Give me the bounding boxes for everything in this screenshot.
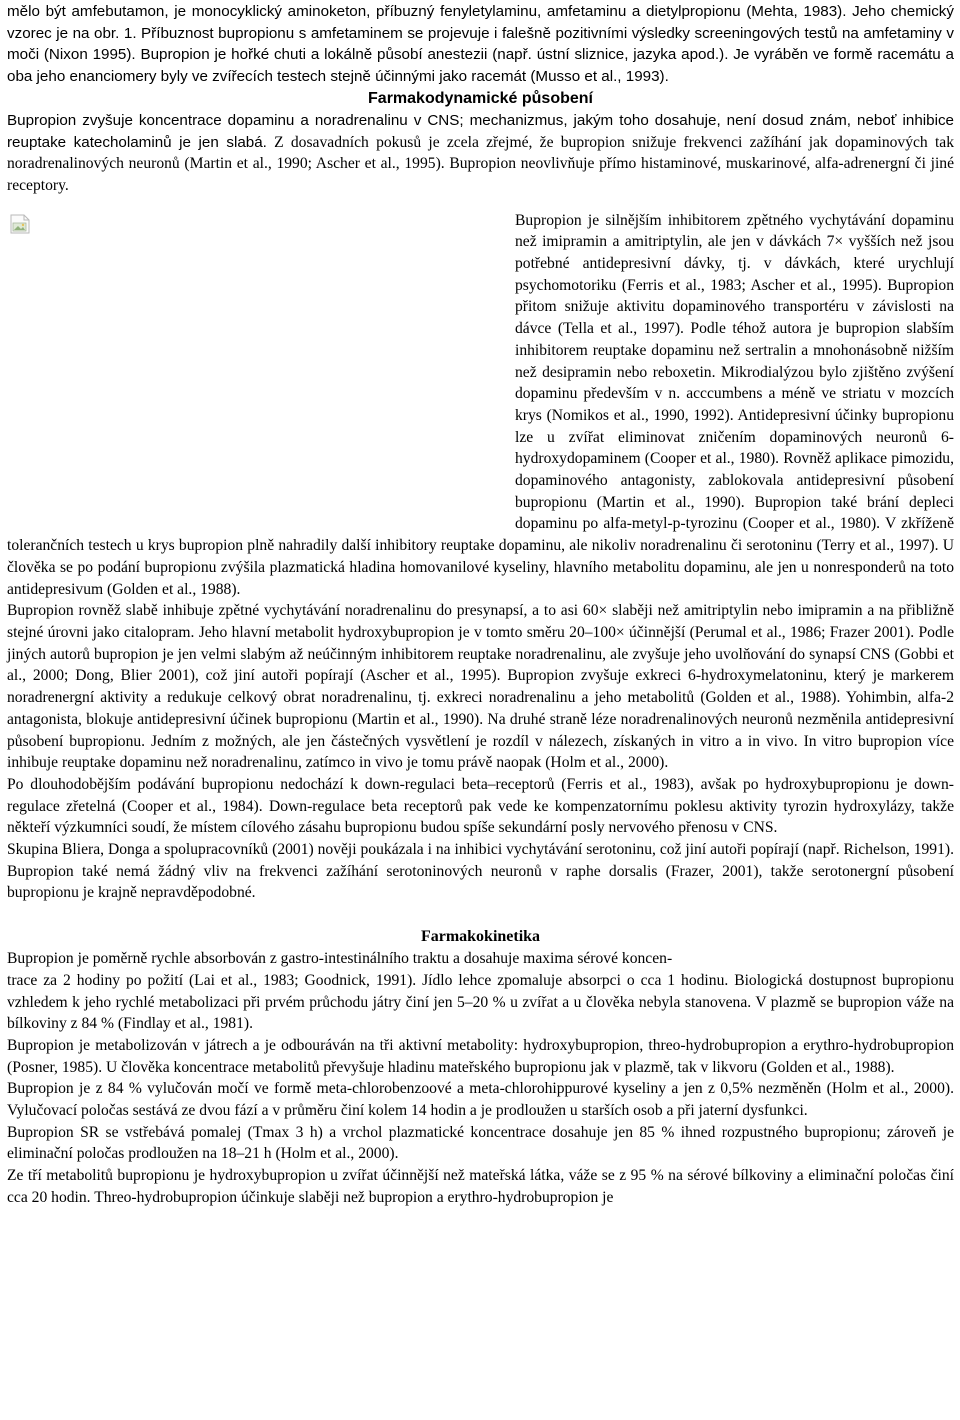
pharmacodynamics-paragraph-1 bbox=[7, 110, 954, 197]
pharmacodynamics-paragraph-3: Bupropion rovněž slabě inhibuje zpětné vychytávání noradrenalinu do presynapsí, a to asi 60× slaběji než amitriptylin nebo imipramin a na přibližně stejné úrovni jako citalopram. Jeho hlavní metabolit hydroxybupropion je v tomto směru 20–100× účinnější (Perumal et al., 1986; Frazer 2001). Podle jiných autorů bupropion je jen velmi slabým až neúčinným inhibitorem reuptake noradrenalinu, ale zvyšuje jeho uvolňování do synapsí CNS (Gobbi et al., 2000; Dong, Blier 2001), což jiní autoři popírají (Ascher et al., 1995). Bupropion zvyšuje exkreci 6-hydroxymelatoninu, který je markerem noradrenergní aktivity a redukuje celkový obrat noradrenalinu, tj. exkreci noradrenalinu a jeho metabolitů (Golden et al., 1988). Yohimbin, alfa-2 antagonista, blokuje antidepresivní účinek bupropionu (Martin et al., 1990). Na druhé straně léze noradrenalinových neuronů nezměnila antidepresivní působení bupropionu. Jedním z možných, ale jen částečných vysvětlení je rozdíl v nálezech, získaných in vitro a in vivo. In vitro bupropion více inhibuje reuptake dopaminu než noradrenalinu, zatímco in vivo je tomu právě naopak (Holm et al., 2000). bbox=[7, 602, 954, 772]
pharmacokinetics-paragraph-5: Ze tří metabolitů bupropionu je hydroxybupropion u zvířat účinnější než mateřská látka, váže se z 95 % na sérové bílkoviny a eliminační poločas činí cca 20 hodin. Threo-hydrobupropion účinkuje slaběji než bupropion a erythro-hydrobupropion je bbox=[7, 1167, 954, 1206]
pharmacokinetics-paragraph-4: Bupropion SR se vstřebává pomalej (Tmax 3 h) a vrchol plazmatické koncentrace dosahuje jen 85 % ihned rozpustného bupropionu; zároveň je eliminační poločas prodloužen na 18–21 h (Holm et al., 2000). bbox=[7, 1123, 954, 1163]
pharmacokinetics-p1-line1: Bupropion je poměrně rychle absorbován z gastro-intestinálního traktu a dosahuje maxima sérové koncen- bbox=[7, 950, 673, 968]
figure-placeholder bbox=[7, 210, 504, 525]
pharmacokinetics-p1-rest: trace za 2 hodiny po požití (Lai et al., 1983; Goodnick, 1991). Jídlo lehce zpomaluje absorpci o cca 1 hodinu. Biologická dostupnost bupropionu vzhledem k jeho rychlé metabolizaci při prvém průchodu játry činí jen 5–20 % u zvířat a u člověka nebyla stanovena. V plazmě se bupropion váže na bílkoviny z 84 % (Findlay et al., 1981). bbox=[7, 971, 954, 1033]
intro-paragraph: mělo být amfebutamon, je monocyklický aminoketon, příbuzný fenyletylaminu, amfetaminu a dietylpropionu (Mehta, 1983). Jeho chemický vzorec je na obr. 1. Příbuznost bupropionu s amfetaminem se projevuje i falešně pozitivními výsledky screeningových testů na amfetaminy v moči (Nixon 1995). Bupropion je hořké chuti a lokálně působí anestezii (např. ústní sliznice, jazyka apod.). Je vyráběn ve formě racemátu a oba jeho enanciomery byly ve zvířecích testech stejně účinnými jako racemát (Musso et al., 1993). bbox=[7, 3, 954, 86]
pharmacodynamics-p1-sans: Bupropion zvyšuje koncentrace dopaminu a noradrenalinu v CNS; mechanizmus, jakým toho dosahuje, není dosud znám, neboť inhibice reuptake katecholaminů je jen slabá. bbox=[7, 111, 954, 151]
pharmacodynamics-p1-serif: Z dosavadních pokusů je zcela zřejmé, že bupropion snižuje frekvenci zažíhání jak dopaminových tak noradrenalinových neuronů (Martin et al., 1990; Ascher et al., 1995). Bupropion neovlivňuje přímo histaminové, muskarinové, alfa-adrenergní či jiné receptory. bbox=[7, 133, 955, 194]
pharmacokinetics-paragraph-3: Bupropion je z 84 % vylučován močí ve formě meta-chlorobenzoové a meta-chlorohippurové kyseliny a jen z 0,5% nezměněn (Holm et al., 2000). Vylučovací poločas sestává ze dvou fází a v průměru činí kolem 14 hodin a je prodloužen u starších osob a při jaterní dysfunkci. bbox=[7, 1080, 954, 1120]
pharmacodynamics-paragraph-4: Po dlouhodobějším podávání bupropionu nedochází k down-regulaci beta–receptorů (Ferris et al., 1983), avšak po hydroxybupropionu je down-regulace zřetelná (Cooper et al., 1984). Down-regulace beta receptorů pak vede ke kompenzatornímu poklesu aktivity tyrozin hydroxylázy, takže někteří výzkumníci soudí, že místem cílového zásahu bupropionu budou spíše sekundární posly nervového přenosu v CNS. bbox=[7, 775, 954, 837]
figure-spacer bbox=[7, 197, 954, 210]
section-spacer bbox=[7, 904, 954, 926]
pharmacodynamics-paragraph-5: Skupina Bliera, Donga a spolupracovníků (2001) nověji poukázala i na inhibici vychytávání serotoninu, což jiní autoři popírají (např. Richelson, 1991). Bupropion také nemá žádný vliv na frekvenci zažíhání serotoninových neuronů v raphe dorsalis (Frazer, 2001), takže serotonergní působení bupropionu je krajně nepravděpodobné. bbox=[7, 841, 954, 902]
pharmacodynamics-heading: Farmakodynamické působení bbox=[368, 89, 593, 107]
broken-image-icon bbox=[10, 214, 32, 234]
pharmacokinetics-heading: Farmakokinetika bbox=[420, 928, 541, 946]
pharmacodynamics-paragraph-2: Bupropion je silnějším inhibitorem zpětného vychytávání dopaminu než imipramin a amitriptylin, ale jen v dávkách 7× vyšších než jsou potřebné antidepresivní dávky, tj. v dávkách, které urychlují psychomotoriku (Ferris et al., 1983; Ascher et al., 1995). Bupropion přitom snižuje aktivitu dopaminového transportéru v závislosti na dávce (Tella et al., 1997). Podle téhož autora je bupropion slabším inhibitorem reuptake dopaminu než sertralin a mnohonásobně nižším než desipramin nebo reboxetin. Mikrodialýzou bylo zjištěno zvýšení dopaminu především v n. acccumbens a méně ve striatu v mozcích krys (Nomikos et al., 1990, 1992). Antidepresivní účinky bupropionu lze u zvířat eliminovat zničením dopaminových neuronů 6-hydroxydopaminem (Cooper et al., 1980). Rovněž aplikace pimozidu, dopaminového antagonisty, zablokovala antidepresivní působení bupropionu (Martin et al., 1990). Bupropion také brání depleci dopaminu po alfa-metyl-p-tyrozinu (Cooper et al., 1980). V zkříženě tolerančních testech u krys bupropion plně nahradily další inhibitory reuptake dopaminu, ale nikoliv noradrenalinu či serotoninu (Terry et al., 1997). U člověka se po podání bupropionu zvýšila plazmatická hladina homovanilové kyseliny, hlavního metabolitu dopaminu, ale jen u nonresponderů na toto antidepresivum (Golden et al., 1988). bbox=[7, 211, 954, 598]
pharmacokinetics-paragraph-2: Bupropion je metabolizován v játrech a je odbouráván na tři aktivní metabolity: hydroxybupropion, threo-hydrobupropion a erythro-hydrobupropion (Posner, 1985). U člověka koncentrace metabolitů převyšuje hladinu mateřského bupropionu jak v plazmě, tak v likvoru (Golden et al., 1988). bbox=[7, 1036, 954, 1076]
pharmacokinetics-paragraph-1 bbox=[7, 948, 954, 1035]
